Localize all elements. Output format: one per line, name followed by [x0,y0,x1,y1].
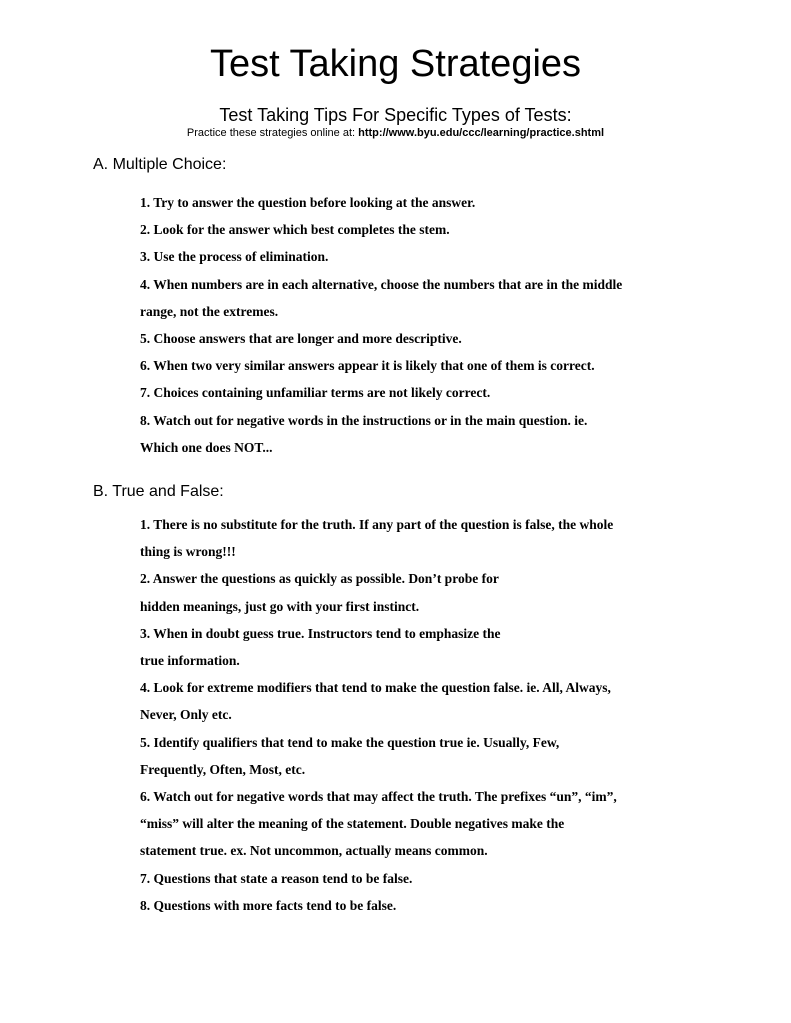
true-false-line: hidden meanings, just go with your first instinct. [140,598,420,614]
true-false-line: Frequently, Often, Most, etc. [140,761,306,777]
multiple-choice-line: 1. Try to answer the question before looking at the answer. [140,195,476,210]
page-subtitle: Test Taking Tips For Specific Types of Tests: [219,105,572,125]
multiple-choice-line: 4. When numbers are in each alternative, choose the numbers that are in the middle [140,276,623,292]
multiple-choice-line: 7. Choices containing unfamiliar terms are not likely correct. [140,385,491,401]
multiple-choice-line: 3. Use the process of elimination. [140,249,329,265]
page-title: Test Taking Strategies [209,43,582,85]
true-false-line: 3. When in doubt guess true. Instructors tend to emphasize the [140,625,501,641]
true-false-line: 4. Look for extreme modifiers that tend to make the question false. ie. All, Always, [140,680,611,696]
multiple-choice-line: Which one does NOT... [140,439,273,455]
multiple-choice-list [140,189,720,461]
true-false-line: 1. There is no substitute for the truth. If any part of the question is false, the whole [140,517,614,532]
multiple-choice-line: 5. Choose answers that are longer and more descriptive. [140,331,462,347]
true-false-list [140,511,720,919]
true-false-line: Never, Only etc. [140,707,232,723]
section-heading-true-false: B. True and False: [93,483,224,500]
practice-note [0,126,791,140]
section-heading-multiple-choice: A. Multiple Choice: [93,156,227,173]
practice-prefix: Practice these strategies online at: [186,127,359,139]
true-false-line: 5. Identify qualifiers that tend to make the question true ie. Usually, Few, [140,734,560,750]
true-false-line: 6. Watch out for negative words that may affect the truth. The prefixes “un”, “im”, [140,789,617,805]
true-false-line: statement true. ex. Not uncommon, actually means common. [140,843,488,859]
multiple-choice-line: 8. Watch out for negative words in the instructions or in the main question. ie. [140,412,588,428]
true-false-line: true information. [140,653,240,669]
true-false-line: thing is wrong!!! [140,544,236,560]
true-false-line: 8. Questions with more facts tend to be false. [140,897,397,913]
multiple-choice-line: 2. Look for the answer which best completes the stem. [140,222,450,238]
true-false-line: 7. Questions that state a reason tend to be false. [140,870,413,886]
practice-link[interactable]: http://www.byu.edu/ccc/learning/practice.shtml [358,127,605,139]
true-false-line: “miss” will alter the meaning of the statement. Double negatives make the [140,816,565,832]
multiple-choice-line: 6. When two very similar answers appear it is likely that one of them is correct. [140,358,595,374]
multiple-choice-line: range, not the extremes. [140,303,279,319]
true-false-line: 2. Answer the questions as quickly as possible. Don’t probe for [140,571,499,587]
